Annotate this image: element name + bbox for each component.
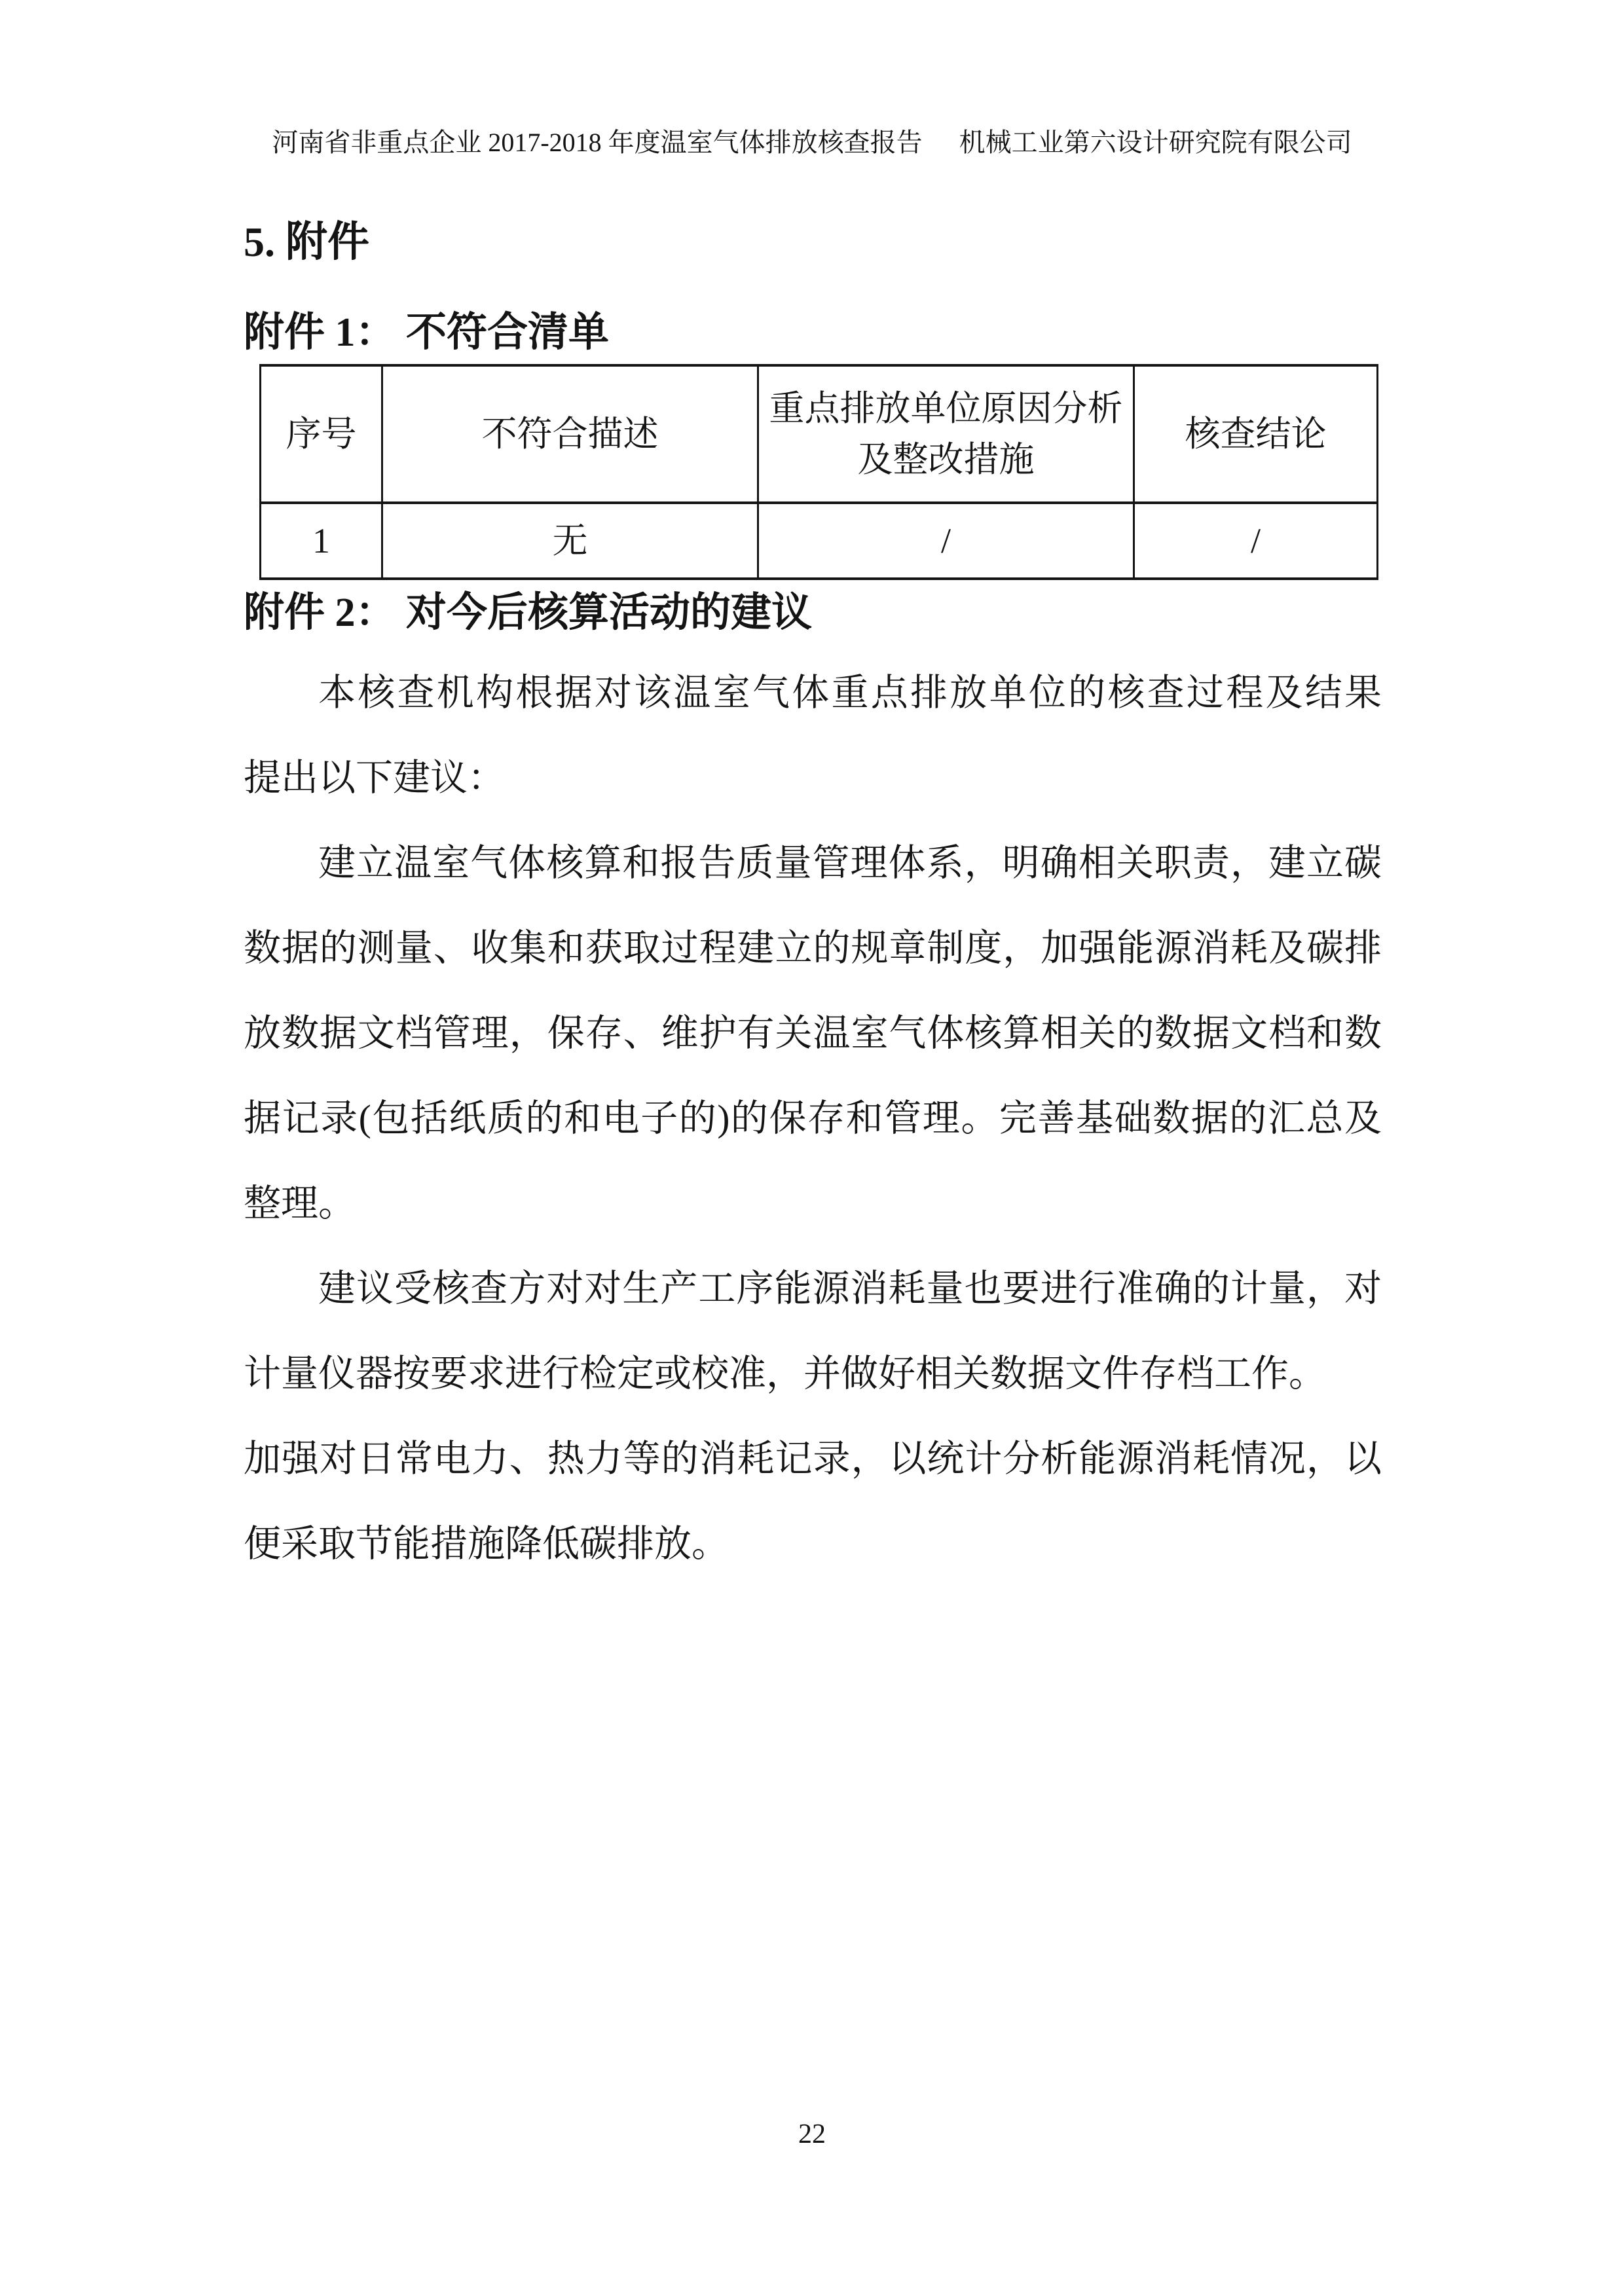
- header-cell-cause-analysis-line2: 及整改措施: [857, 440, 1035, 479]
- cell-serial-no: 1: [261, 503, 382, 579]
- body-line: 计量仪器按要求进行检定或校准，并做好相关数据文件存档工作。: [244, 1353, 1326, 1394]
- running-header-company-name: 机械工业第六设计研究院有限公司: [959, 128, 1352, 157]
- section-title: 5. 附件: [244, 219, 369, 265]
- body-line: 建立温室气体核算和报告质量管理体系，明确相关职责，建立碳: [318, 843, 1382, 884]
- table-header-row: [261, 365, 1378, 503]
- header-cell-verification-conclusion: 核查结论: [1134, 365, 1378, 503]
- cell-verification-conclusion: /: [1134, 503, 1378, 579]
- attachment2-heading: 附件 2： 对今后核算活动的建议: [244, 591, 813, 635]
- body-line: 本核查机构根据对该温室气体重点排放单位的核查过程及结果: [318, 672, 1382, 714]
- body-line: 数据的测量、收集和获取过程建立的规章制度，加强能源消耗及碳排: [244, 928, 1382, 969]
- cell-cause-analysis: /: [758, 503, 1134, 579]
- header-cell-nonconformity-description: 不符合描述: [382, 365, 758, 503]
- body-line: 放数据文档管理，保存、维护有关温室气体核算相关的数据文档和数: [244, 1013, 1382, 1054]
- body-line: 整理。: [244, 1183, 356, 1224]
- body-line: 据记录(包括纸质的和电子的)的保存和管理。完善基础数据的汇总及: [244, 1098, 1382, 1139]
- nonconformity-table: [259, 364, 1378, 580]
- table-row: [261, 503, 1378, 579]
- header-cell-cause-analysis-line1: 重点排放单位原因分析: [769, 388, 1123, 428]
- attachment1-heading: 附件 1： 不符合清单: [244, 310, 610, 355]
- cell-nonconformity-description: 无: [382, 503, 758, 579]
- body-line: 建议受核查方对对生产工序能源消耗量也要进行准确的计量，对: [318, 1268, 1382, 1309]
- body-line: 加强对日常电力、热力等的消耗记录，以统计分析能源消耗情况，以: [244, 1438, 1382, 1480]
- body-line: 便采取节能措施降低碳排放。: [244, 1523, 729, 1565]
- running-header-report-title: 河南省非重点企业 2017-2018 年度温室气体排放核查报告: [272, 128, 923, 157]
- attachment2-body: [244, 651, 1382, 1587]
- body-line: 提出以下建议：: [244, 757, 505, 799]
- header-cell-cause-analysis: [758, 365, 1134, 503]
- page-number: 22: [798, 2119, 826, 2149]
- header-cell-serial-no: 序号: [261, 365, 382, 503]
- running-header: [0, 124, 1624, 161]
